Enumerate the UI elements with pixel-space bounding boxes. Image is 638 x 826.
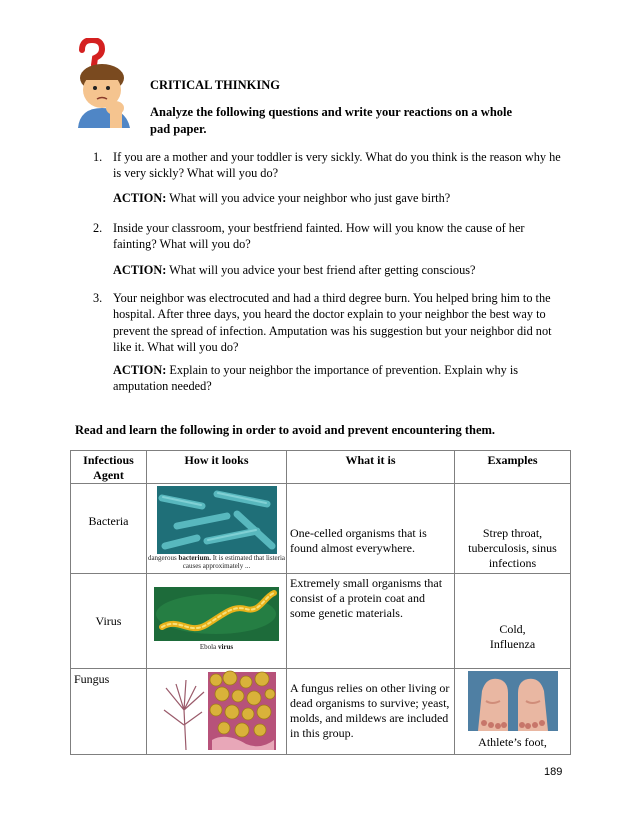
athletes-foot-image: [468, 671, 558, 731]
examples-text: Strep throat, tuberculosis, sinus infections: [468, 526, 557, 570]
agent-name: Virus: [95, 614, 122, 628]
agent-cell: [71, 574, 147, 669]
read-and-learn-heading: Read and learn the following in order to avoid and prevent encountering them.: [75, 423, 496, 437]
action-text: What will you advice your neighbor who just gave birth?: [169, 191, 451, 205]
description-text: A fungus relies on other living or dead organisms to survive; yeast, molds, and mildews are included in this group.: [290, 681, 450, 740]
description-cell: [287, 574, 455, 669]
image-cell: [147, 574, 287, 669]
question-text: Inside your classroom, your bestfriend fainted. How will you know the cause of her fainting? What will you do?: [113, 221, 525, 252]
question-text: If you are a mother and your toddler is very sickly. What do you think is the reason why he is very sickly? What will you do?: [113, 150, 561, 181]
image-cell: [147, 669, 287, 755]
examples-cell: [455, 484, 571, 574]
action-label: ACTION:: [113, 191, 167, 205]
column-header: Infectious Agent: [71, 451, 147, 484]
table-row: [71, 669, 571, 755]
question-2: [93, 220, 568, 253]
agent-cell: [71, 484, 147, 574]
image-caption: Ebola virus: [199, 643, 234, 651]
bacteria-image: [157, 486, 277, 554]
examples-text: Cold, Influenza: [489, 622, 536, 651]
thinking-boy-icon: [70, 38, 140, 128]
action-text: What will you advice your best friend after getting conscious?: [169, 263, 476, 277]
action-label: ACTION:: [113, 263, 167, 277]
question-number: 1.: [93, 150, 103, 164]
description-cell: [287, 484, 455, 574]
action-2: [113, 262, 568, 278]
examples-text: Athlete’s foot,: [478, 735, 547, 749]
action-3: [113, 362, 533, 395]
fungus-image: [156, 670, 278, 752]
agent-name: Fungus: [74, 672, 110, 686]
column-header: Examples: [455, 451, 571, 484]
table-row: [71, 484, 571, 574]
action-label: ACTION:: [113, 363, 167, 377]
question-number: 3.: [93, 291, 103, 305]
section-title: CRITICAL THINKING: [150, 78, 281, 92]
column-header: How it looks: [147, 451, 287, 484]
table-header-row: [71, 451, 571, 484]
description-text: One-celled organisms that is found almost everywhere.: [290, 526, 427, 555]
examples-cell: [455, 669, 571, 755]
question-1: [93, 149, 568, 182]
description-text: Extremely small organisms that consist of a protein coat and some genetic materials.: [290, 576, 443, 620]
examples-cell: [455, 574, 571, 669]
column-header: What it is: [287, 451, 455, 484]
question-3: [93, 290, 568, 356]
page-number: 189: [544, 766, 563, 778]
infectious-agents-table: [70, 450, 571, 755]
agent-cell: [71, 669, 147, 755]
image-caption: dangerous bacterium. It is estimated that listeria causes approximately ...: [147, 554, 286, 570]
question-text: Your neighbor was electrocuted and had a third degree burn. You helped bring him to the hospital. After three days, you heard the doctor explain to your neighbor the best way to prevent the spread of infection. Amputation was his suggestion but your neighbor did not like it. What will you do?: [113, 291, 552, 355]
agent-name: Bacteria: [88, 514, 129, 528]
question-number: 2.: [93, 221, 103, 235]
virus-image: [154, 587, 279, 641]
description-cell: [287, 669, 455, 755]
image-cell: [147, 484, 287, 574]
section-instruction: Analyze the following questions and write your reactions on a whole pad paper.: [150, 105, 513, 136]
action-1: [113, 190, 568, 206]
action-text: Explain to your neighbor the importance of prevention. Explain why is amputation needed?: [113, 363, 519, 394]
table-row: [71, 574, 571, 669]
